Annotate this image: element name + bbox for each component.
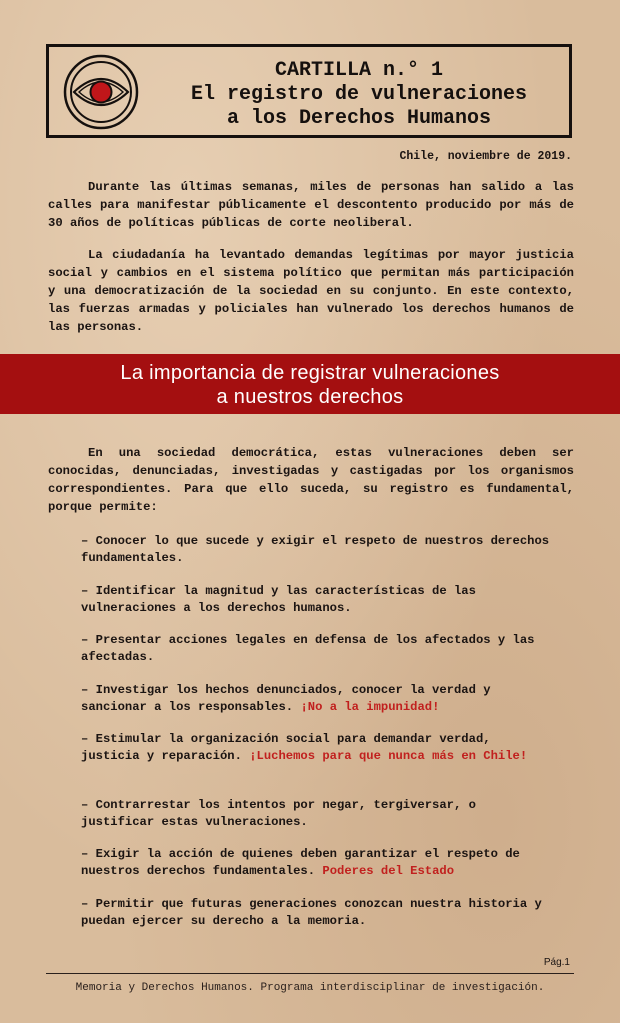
list-item	[81, 846, 551, 880]
bullet-text: – Presentar acciones legales en defensa de los afectados y las afectadas.	[81, 633, 535, 664]
bullet-text: – Contrarrestar los intentos por negar, tergiversar, o justificar estas vulneraciones.	[81, 798, 476, 829]
bullet-highlight: ¡No a la impunidad!	[300, 700, 440, 714]
paragraph-2: La ciudadanía ha levantado demandas legítimas por mayor justicia social y cambios en el sistema político que permitan más participación y una democratización de la sociedad en su conjunto. En este contexto, las fuerzas armadas y policiales han vulnerado los derechos humanos de las personas.	[48, 248, 574, 334]
bullet-text: – Identificar la magnitud y las características de las vulneraciones a los derechos humanos.	[81, 584, 476, 615]
list-item	[81, 731, 551, 765]
list-item	[81, 797, 551, 831]
list-item	[81, 682, 551, 716]
footer-text: Memoria y Derechos Humanos. Programa interdisciplinar de investigación.	[75, 982, 545, 994]
title-line-1: CARTILLA n.° 1	[274, 59, 444, 82]
bullet-text: – Exigir la acción de quienes deben garantizar el respeto de nuestros derechos fundamentales.	[81, 847, 520, 878]
title-line-2: El registro de vulneraciones	[190, 83, 528, 106]
bullet-text: – Conocer lo que sucede y exigir el respeto de nuestros derechos fundamentales.	[81, 534, 550, 565]
list-item	[81, 583, 551, 617]
bullet-text: – Estimular la organización social para demandar verdad, justicia y reparación.	[81, 732, 491, 763]
footer-divider	[46, 973, 574, 974]
paragraph-1: Durante las últimas semanas, miles de personas han salido a las calles para manifestar públicamente el descontento producido por más de 30 años de políticas públicas de corte neoliberal.	[48, 180, 574, 230]
page-title	[155, 59, 563, 131]
bullet-text: – Permitir que futuras generaciones conozcan nuestra historia y puedan ejercer su derecho a la memoria.	[81, 897, 542, 928]
bullet-highlight: ¡Luchemos para que nunca más en Chile!	[249, 749, 528, 763]
list-item	[81, 533, 551, 567]
bullet-text: – Investigar los hechos denunciados, conocer la verdad y sancionar a los responsables.	[81, 683, 491, 714]
list-item	[81, 896, 551, 930]
header-box	[46, 44, 572, 138]
bullet-highlight: Poderes del Estado	[322, 864, 455, 878]
list-item	[81, 632, 551, 666]
intro-paragraph: En una sociedad democrática, estas vulneraciones deben ser conocidas, denunciadas, investigadas y castigadas por los organismos correspondientes. Para que ello suceda, su registro es fundamental, porque permite:	[48, 446, 574, 514]
eye-icon	[63, 54, 139, 130]
banner-line-2: a nuestros derechos	[216, 386, 404, 408]
section-banner	[0, 354, 620, 414]
banner-line-1: La importancia de registrar vulneraciones	[120, 362, 500, 384]
title-line-3: a los Derechos Humanos	[226, 107, 492, 130]
page-number: Pág.1	[543, 957, 570, 968]
date-line: Chile, noviembre de 2019.	[399, 150, 572, 163]
